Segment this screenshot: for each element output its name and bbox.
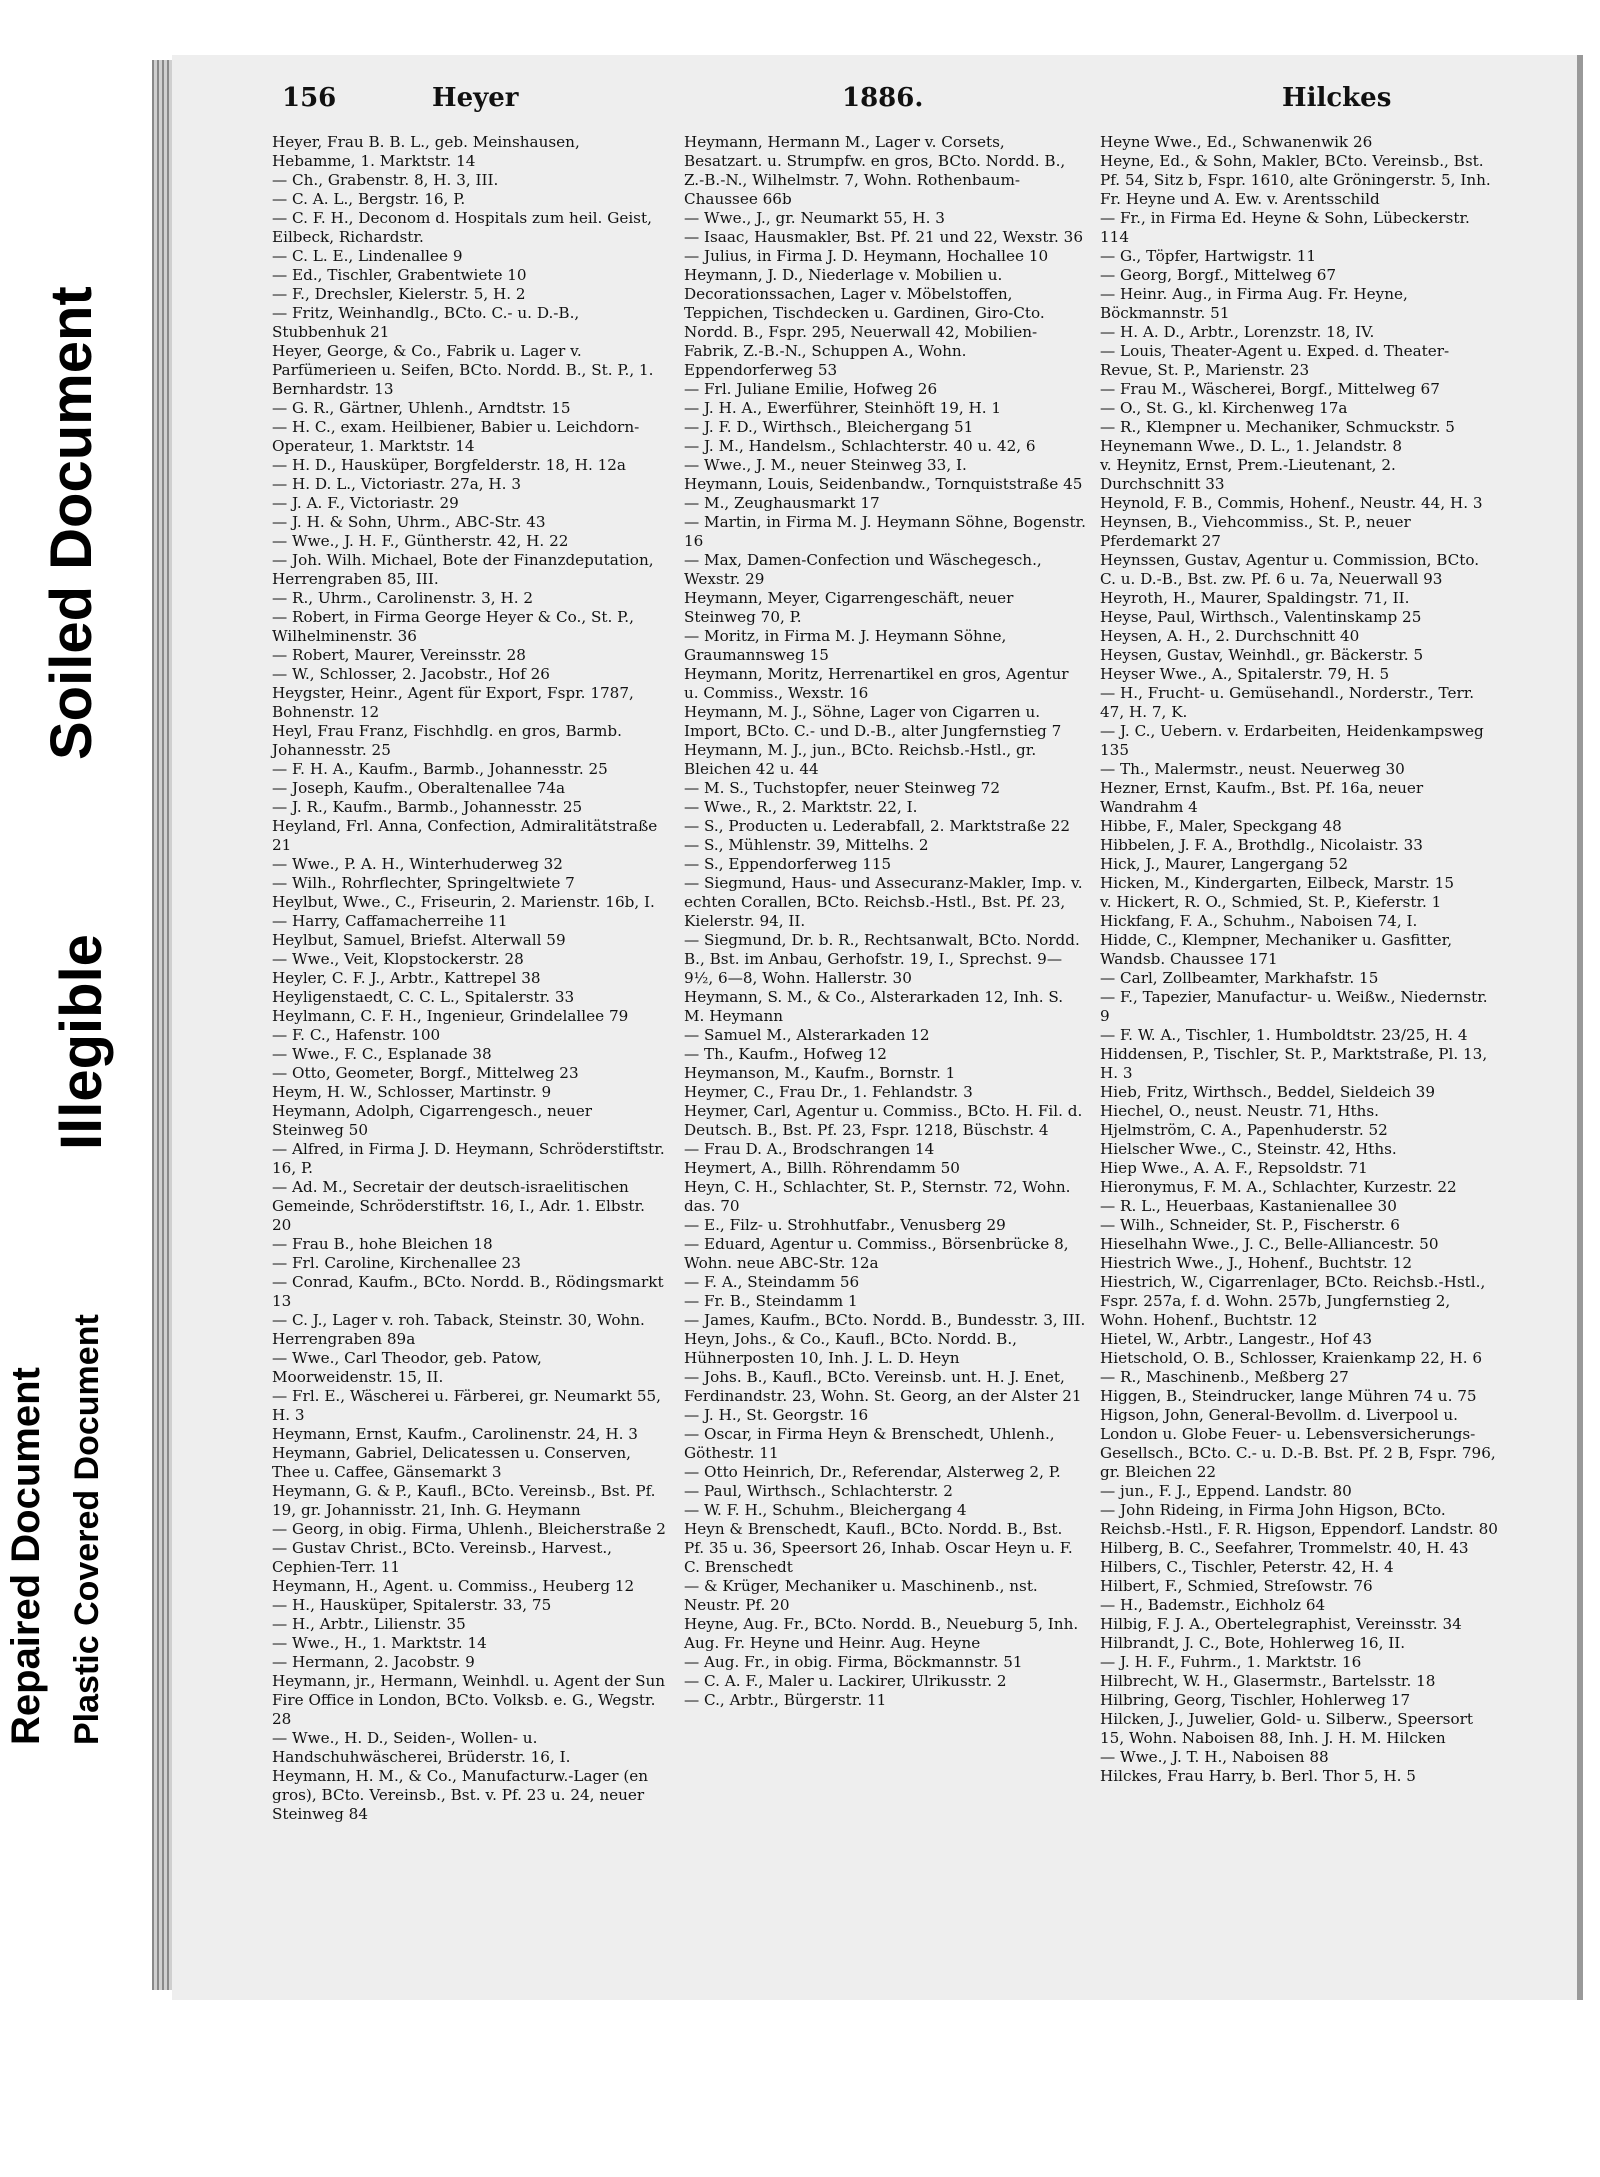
directory-entry: Heymann, Moritz, Herrenartikel en gros, Agentur u. Commiss., Wexstr. 16 [684, 665, 1069, 702]
directory-entry: — Conrad, Kaufm., BCto. Nordd. B., Rödingsmarkt 13 [272, 1273, 664, 1310]
directory-entry: — Harry, Caffamacherreihe 11 [272, 912, 508, 930]
directory-entry: Hieronymus, F. M. A., Schlachter, Kurzestr. 22 [1100, 1178, 1457, 1196]
directory-entry: Heyser Wwe., A., Spitalerstr. 79, H. 5 [1100, 665, 1390, 683]
directory-entry: Hilberg, B. C., Seefahrer, Trommelstr. 40, H. 43 [1100, 1539, 1469, 1557]
directory-entry: — Frau B., hohe Bleichen 18 [272, 1235, 493, 1253]
directory-entry: — Wwe., F. C., Esplanade 38 [272, 1045, 492, 1063]
directory-entry: — F. H. A., Kaufm., Barmb., Johannesstr. 25 [272, 760, 608, 778]
directory-entry: — J. H. & Sohn, Uhrm., ABC-Str. 43 [272, 513, 546, 531]
directory-entry: — F. A., Steindamm 56 [684, 1273, 860, 1291]
directory-entry: Heymer, Carl, Agentur u. Commiss., BCto. H. Fil. d. Deutsch. B., Bst. Pf. 23, Fspr. 1218, Büschstr. 4 [684, 1102, 1083, 1139]
directory-entry: Heymann, S. M., & Co., Alsterarkaden 12, Inh. S. M. Heymann [684, 988, 1064, 1025]
directory-entry: — Th., Kaufm., Hofweg 12 [684, 1045, 887, 1063]
plastic-covered-document-label: Plastic Covered Document [68, 1314, 106, 1745]
directory-entry: Hiestrich Wwe., J., Hohenf., Buchtstr. 12 [1100, 1254, 1412, 1272]
directory-entry: Hilbers, C., Tischler, Peterstr. 42, H. 4 [1100, 1558, 1394, 1576]
directory-entry: Hidde, C., Klempner, Mechaniker u. Gasfitter, Wandsb. Chaussee 171 [1100, 931, 1453, 968]
directory-entry: Heymann, Louis, Seidenbandw., Tornquiststraße 45 [684, 475, 1083, 493]
directory-entry: — W., Schlosser, 2. Jacobstr., Hof 26 [272, 665, 550, 683]
directory-entry: — Paul, Wirthsch., Schlachterstr. 2 [684, 1482, 953, 1500]
directory-entry: Hicken, M., Kindergarten, Eilbeck, Marstr. 15 [1100, 874, 1454, 892]
directory-entry: Hilbert, F., Schmied, Streſowstr. 76 [1100, 1577, 1373, 1595]
directory-entry: — F., Drechsler, Kielerstr. 5, H. 2 [272, 285, 526, 303]
directory-entry: — G. R., Gärtner, Uhlenh., Arndtstr. 15 [272, 399, 571, 417]
directory-entry: — H. D., Hausküper, Borgfelderstr. 18, H. 12a [272, 456, 626, 474]
directory-entry: — Ad. M., Secretair der deutsch-israelitischen Gemeinde, Schröderstiftstr. 16, I., Adr. 1. Elbstr. 20 [272, 1178, 645, 1234]
directory-entry: Hilckes, Frau Harry, b. Berl. Thor 5, H. 5 [1100, 1767, 1416, 1785]
directory-entry: Heyne, Ed., & Sohn, Makler, BCto. Vereinsb., Bst. Pf. 54, Sitz b, Fspr. 1610, alte Gröningerstr. 5, Inh. Fr. Heyne und A. Ew. v. Arentsschild [1100, 152, 1491, 208]
directory-entry: — Frau M., Wäscherei, Borgf., Mittelweg 67 [1100, 380, 1440, 398]
directory-entry: Heysen, Gustav, Weinhdl., gr. Bäckerstr. 5 [1100, 646, 1424, 664]
directory-entry: — Moritz, in Firma M. J. Heymann Söhne, Graumannsweg 15 [684, 627, 1007, 664]
directory-entry: Heymert, A., Billh. Röhrendamm 50 [684, 1159, 960, 1177]
directory-entry: — Frl. Juliane Emilie, Hofweg 26 [684, 380, 938, 398]
running-head-left: Heyer [432, 83, 519, 113]
directory-entry: Hilbrecht, W. H., Glasermstr., Bartelsstr. 18 [1100, 1672, 1436, 1690]
directory-entry: — E., Filz- u. Strohhutfabr., Venusberg 29 [684, 1216, 1006, 1234]
directory-page [172, 55, 1583, 2000]
directory-entry: v. Hickert, R. O., Schmied, St. P., Kieferstr. 1 [1100, 893, 1442, 911]
directory-entry: — Hermann, 2. Jacobstr. 9 [272, 1653, 475, 1671]
directory-entry: — Wwe., H., 1. Marktstr. 14 [272, 1634, 487, 1652]
directory-entry: v. Heynitz, Ernst, Prem.-Lieutenant, 2. Durchschnitt 33 [1100, 456, 1396, 493]
directory-entry: — S., Eppendorferweg 115 [684, 855, 892, 873]
directory-entry: — Wwe., P. A. H., Winterhuderweg 32 [272, 855, 563, 873]
illegible-label: Illegible [49, 934, 114, 1150]
directory-entry: Hezner, Ernst, Kaufm., Bst. Pf. 16a, neuer Wandrahm 4 [1100, 779, 1424, 816]
directory-entry: — Wwe., Carl Theodor, geb. Patow, Moorweidenstr. 15, II. [272, 1349, 542, 1386]
directory-entry: Heyne Wwe., Ed., Schwanenwik 26 [1100, 133, 1373, 151]
directory-entry: — J. A. F., Victoriastr. 29 [272, 494, 459, 512]
directory-entry: Heymann, jr., Hermann, Weinhdl. u. Agent der Sun Fire Office in London, BCto. Volksb. e. G., Wegstr. 28 [272, 1672, 666, 1728]
directory-entry: — Samuel M., Alsterarkaden 12 [684, 1026, 930, 1044]
directory-entry: Heyn, C. H., Schlachter, St. P., Sternstr. 72, Wohn. das. 70 [684, 1178, 1071, 1215]
directory-entry: — H., Arbtr., Lilienstr. 35 [272, 1615, 466, 1633]
directory-entry: — Siegmund, Haus- und Assecuranz-Makler, Imp. v. echten Corallen, BCto. Reichsb.-Hstl., Bst. Pf. 23, Kielerstr. 94, II. [684, 874, 1083, 930]
directory-entry: Heymann, G. & P., Kaufl., BCto. Vereinsb., Bst. Pf. 19, gr. Johannisstr. 21, Inh. G. Heymann [272, 1482, 656, 1519]
directory-entry: Hilbring, Georg, Tischler, Hohlerweg 17 [1100, 1691, 1411, 1709]
directory-entry: — Oscar, in Firma Heyn & Brenschedt, Uhlenh., Göthestr. 11 [684, 1425, 1055, 1462]
directory-entry: Hiestrich, W., Cigarrenlager, BCto. Reichsb.-Hstl., Fspr. 257a, f. d. Wohn. 257b, Jungfernstieg 2, Wohn. Hohenf., Buchtstr. 12 [1100, 1273, 1486, 1329]
directory-entry: — & Krüger, Mechaniker u. Maschinenb., nst. Neustr. Pf. 20 [684, 1577, 1038, 1614]
directory-entry: Hibbelen, J. F. A., Brothdlg., Nicolaistr. 33 [1100, 836, 1423, 854]
directory-entry: — H., Hausküper, Spitalerstr. 33, 75 [272, 1596, 552, 1614]
directory-entry: — Wwe., J., gr. Neumarkt 55, H. 3 [684, 209, 945, 227]
directory-entry: — Wwe., H. D., Seiden-, Wollen- u. Handschuhwäscherei, Brüderstr. 16, I. [272, 1729, 571, 1766]
directory-entry: Hieselhahn Wwe., J. C., Belle-Alliancestr. 50 [1100, 1235, 1439, 1253]
directory-entry: — Siegmund, Dr. b. R., Rechtsanwalt, BCto. Nordd. B., Bst. im Anbau, Gerhofstr. 19, I., Sprechst. 9—9½, 6—8, Wohn. Hallerstr. 30 [684, 931, 1080, 987]
directory-entry: Hieb, Fritz, Wirthsch., Beddel, Sieldeich 39 [1100, 1083, 1435, 1101]
directory-entry: — Aug. Fr., in obig. Firma, Böckmannstr. 51 [684, 1653, 1023, 1671]
directory-entry: — R., Maschinenb., Meßberg 27 [1100, 1368, 1349, 1386]
directory-entry: Heyn & Brenschedt, Kaufl., BCto. Nordd. B., Bst. Pf. 35 u. 36, Speersort 26, Inhab. Oscar Heyn u. F. C. Brenschedt [684, 1520, 1073, 1576]
directory-entry: — C. A. F., Maler u. Lackirer, Ulrikusstr. 2 [684, 1672, 1007, 1690]
page-year: 1886. [842, 83, 924, 113]
directory-entry: Hiechel, O., neust. Neustr. 71, Hths. [1100, 1102, 1379, 1120]
directory-entry: Hilbig, F. J. A., Obertelegraphist, Vereinsstr. 34 [1100, 1615, 1462, 1633]
directory-entry: — James, Kaufm., BCto. Nordd. B., Bundesstr. 3, III. [684, 1311, 1086, 1329]
directory-entry: — Joseph, Kaufm., Oberaltenallee 74a [272, 779, 566, 797]
directory-entry: — Isaac, Hausmakler, Bst. Pf. 21 und 22, Wexstr. 36 [684, 228, 1084, 246]
directory-entry: — S., Mühlenstr. 39, Mittelhs. 2 [684, 836, 929, 854]
directory-entry: — C., Arbtr., Bürgerstr. 11 [684, 1691, 887, 1709]
directory-entry: Heym, H. W., Schlosser, Martinstr. 9 [272, 1083, 552, 1101]
directory-entry: Heymann, M. J., jun., BCto. Reichsb.-Hstl., gr. Bleichen 42 u. 44 [684, 741, 1037, 778]
directory-entry: — Wwe., J. T. H., Naboisen 88 [1100, 1748, 1329, 1766]
directory-entry: Higgen, B., Steindrucker, lange Mühren 74 u. 75 [1100, 1387, 1477, 1405]
directory-entry: Hielscher Wwe., C., Steinstr. 42, Hths. [1100, 1140, 1397, 1158]
running-head-right: Hilckes [1282, 83, 1392, 113]
directory-entry: Hiddensen, P., Tischler, St. P., Marktstraße, Pl. 13, H. 3 [1100, 1045, 1488, 1082]
directory-entry: — G., Töpfer, Hartwigstr. 11 [1100, 247, 1317, 265]
directory-entry: — Martin, in Firma M. J. Heymann Söhne, Bogenstr. 16 [684, 513, 1086, 550]
page-edge [152, 60, 174, 1990]
directory-entry: — R. L., Heuerbaas, Kastanienallee 30 [1100, 1197, 1397, 1215]
page-header [172, 83, 1577, 123]
directory-entry: — F. C., Hafenstr. 100 [272, 1026, 441, 1044]
directory-entry: Heyne, Aug. Fr., BCto. Nordd. B., Neueburg 5, Inh. Aug. Fr. Heyne und Heinr. Aug. Heyne [684, 1615, 1079, 1652]
directory-entry: Heygster, Heinr., Agent für Export, Fspr. 1787, Bohnenstr. 12 [272, 684, 634, 721]
directory-entry: — O., St. G., kl. Kirchenweg 17a [1100, 399, 1348, 417]
column-1 [272, 133, 667, 1824]
directory-entry: — R., Klempner u. Mechaniker, Schmuckstr. 5 [1100, 418, 1455, 436]
directory-entry: — Wilh., Rohrflechter, Springeltwiete 7 [272, 874, 575, 892]
directory-entry: — H., Bademstr., Eichholz 64 [1100, 1596, 1326, 1614]
directory-entry: — H. C., exam. Heilbiener, Babier u. Leichdorn-Operateur, 1. Marktstr. 14 [272, 418, 640, 455]
directory-entry: — C. F. H., Deconom d. Hospitals zum heil. Geist, Eilbeck, Richardstr. [272, 209, 652, 246]
directory-entry: — Heinr. Aug., in Firma Aug. Fr. Heyne, Böckmannstr. 51 [1100, 285, 1408, 322]
directory-entry: — M., Zeughausmarkt 17 [684, 494, 880, 512]
directory-entry: — Carl, Zollbeamter, Markhafstr. 15 [1100, 969, 1379, 987]
directory-entry: — jun., F. J., Eppend. Landstr. 80 [1100, 1482, 1352, 1500]
directory-entry: — Ch., Grabenstr. 8, H. 3, III. [272, 171, 499, 189]
directory-entry: — H. A. D., Arbtr., Lorenzstr. 18, IV. [1100, 323, 1375, 341]
directory-entry: — Georg, Borgf., Mittelweg 67 [1100, 266, 1337, 284]
directory-entry: Heyligenstaedt, C. C. L., Spitalerstr. 33 [272, 988, 575, 1006]
directory-entry: — Wwe., J. M., neuer Steinweg 33, I. [684, 456, 967, 474]
directory-entry: Heymann, Meyer, Cigarrengeschäft, neuer Steinweg 70, P. [684, 589, 1014, 626]
directory-entry: — Otto, Geometer, Borgf., Mittelweg 23 [272, 1064, 579, 1082]
directory-entry: — W. F. H., Schuhm., Bleichergang 4 [684, 1501, 967, 1519]
soiled-document-label: Soiled Document [39, 286, 104, 760]
directory-entry: — J. M., Handelsm., Schlachterstr. 40 u. 42, 6 [684, 437, 1036, 455]
directory-entry: — Otto Heinrich, Dr., Referendar, Alsterweg 2, P. [684, 1463, 1061, 1481]
directory-entry: Heymann, J. D., Niederlage v. Mobilien u. Decorationssachen, Lager v. Möbelstoffen, Teppichen, Tischdecken u. Gardinen, Giro-Cto. Nordd. B., Fspr. 295, Neuerwall 42, Mobilien-Fabrik, Z.-B.-N., Schuppen A., Wohn. Eppendorferweg 53 [684, 266, 1045, 379]
directory-entry: — Fritz, Weinhandlg., BCto. C.- u. D.-B., Stubbenhuk 21 [272, 304, 580, 341]
directory-entry: — Robert, in Firma George Heyer & Co., St. P., Wilhelminenstr. 36 [272, 608, 634, 645]
directory-entry: — F., Tapezier, Manufactur- u. Weißw., Niedernstr. 9 [1100, 988, 1488, 1025]
column-3 [1100, 133, 1498, 1786]
directory-entry: — Frl. E., Wäscherei u. Färberei, gr. Neumarkt 55, H. 3 [272, 1387, 661, 1424]
directory-entry: — Julius, in Firma J. D. Heymann, Hochallee 10 [684, 247, 1049, 265]
directory-entry: — Wilh., Schneider, St. P., Fischerstr. 6 [1100, 1216, 1400, 1234]
directory-entry: Hickfang, F. A., Schuhm., Naboisen 74, I. [1100, 912, 1418, 930]
directory-entry: — Frl. Caroline, Kirchenallee 23 [272, 1254, 521, 1272]
directory-entry: — J. C., Uebern. v. Erdarbeiten, Heidenkampsweg 135 [1100, 722, 1484, 759]
directory-entry: — Fr., in Firma Ed. Heyne & Sohn, Lübeckerstr. 114 [1100, 209, 1470, 246]
directory-entry: Heyler, C. F. J., Arbtr., Kattrepel 38 [272, 969, 541, 987]
directory-entry: Heylbut, Wwe., C., Friseurin, 2. Marienstr. 16b, I. [272, 893, 655, 911]
directory-entry: — Johs. B., Kaufl., BCto. Vereinsb. unt. H. J. Enet, Ferdinandstr. 23, Wohn. St. Georg, an der Alster 21 [684, 1368, 1082, 1405]
directory-entry: — C. J., Lager v. roh. Taback, Steinstr. 30, Wohn. Herrengraben 89a [272, 1311, 645, 1348]
directory-entry: — Gustav Christ., BCto. Vereinsb., Harvest., Cephien-Terr. 11 [272, 1539, 613, 1576]
directory-entry: — Joh. Wilh. Michael, Bote der Finanzdeputation, Herrengraben 85, III. [272, 551, 654, 588]
directory-entry: Heynssen, Gustav, Agentur u. Commission, BCto. C. u. D.-B., Bst. zw. Pf. 6 u. 7a, Neuerwall 93 [1100, 551, 1480, 588]
directory-entry: Heyn, Johs., & Co., Kaufl., BCto. Nordd. B., Hühnerposten 10, Inh. J. L. D. Heyn [684, 1330, 1017, 1367]
column-2 [684, 133, 1086, 1710]
directory-entry: — H. D. L., Victoriastr. 27a, H. 3 [272, 475, 521, 493]
directory-entry: — Wwe., R., 2. Marktstr. 22, I. [684, 798, 918, 816]
directory-entry: — M. S., Tuchstopfer, neuer Steinweg 72 [684, 779, 1001, 797]
directory-entry: — R., Uhrm., Carolinenstr. 3, H. 2 [272, 589, 534, 607]
directory-entry: Heymann, Ernst, Kaufm., Carolinenstr. 24, H. 3 [272, 1425, 638, 1443]
directory-entry: — Fr. B., Steindamm 1 [684, 1292, 858, 1310]
directory-entry: Heymer, C., Frau Dr., 1. Fehlandstr. 3 [684, 1083, 973, 1101]
directory-entry: Hietel, W., Arbtr., Langestr., Hof 43 [1100, 1330, 1373, 1348]
directory-entry: — Alfred, in Firma J. D. Heymann, Schröderstiftstr. 16, P. [272, 1140, 665, 1177]
directory-entry: Heymann, Hermann M., Lager v. Corsets, Besatzart. u. Strumpfw. en gros, BCto. Nordd. B., Z.-B.-N., Wilhelmstr. 7, Wohn. Rothenbaum-Chaussee 66b [684, 133, 1066, 208]
directory-entry: — Louis, Theater-Agent u. Exped. d. Theater-Revue, St. P., Marienstr. 23 [1100, 342, 1450, 379]
directory-entry: Heymann, Adolph, Cigarrengesch., neuer Steinweg 50 [272, 1102, 592, 1139]
directory-entry: — John Rideing, in Firma John Higson, BCto. Reichsb.-Hstl., F. R. Higson, Eppendorf. Landstr. 80 [1100, 1501, 1498, 1538]
directory-entry: Hilcken, J., Juwelier, Gold- u. Silberw., Speersort 15, Wohn. Naboisen 88, Inh. J. H. M. Hilcken [1100, 1710, 1473, 1747]
directory-entry: — J. H. A., Ewerführer, Steinhöft 19, H. 1 [684, 399, 1002, 417]
directory-entry: Heysen, A. H., 2. Durchschnitt 40 [1100, 627, 1360, 645]
directory-entry: Heylmann, C. F. H., Ingenieur, Grindelallee 79 [272, 1007, 629, 1025]
page-number: 156 [282, 83, 337, 113]
directory-entry: — J. H., St. Georgstr. 16 [684, 1406, 869, 1424]
directory-entry: Heyer, George, & Co., Fabrik u. Lager v. Parfümerieen u. Seifen, BCto. Nordd. B., St. P., 1. Bernhardstr. 13 [272, 342, 654, 398]
directory-entry: — Max, Damen-Confection und Wäschegesch., Wexstr. 29 [684, 551, 1042, 588]
directory-entry: Heynsen, B., Viehcommiss., St. P., neuer Pferdemarkt 27 [1100, 513, 1411, 550]
directory-entry: Heyroth, H., Maurer, Spaldingstr. 71, II. [1100, 589, 1410, 607]
directory-entry: Heymann, H., Agent. u. Commiss., Heuberg 12 [272, 1577, 635, 1595]
directory-entry: Heyland, Frl. Anna, Confection, Admiralitätstraße 21 [272, 817, 658, 854]
directory-entry: — Frau D. A., Brodschrangen 14 [684, 1140, 935, 1158]
directory-entry: — F. W. A., Tischler, 1. Humboldtstr. 23/25, H. 4 [1100, 1026, 1468, 1044]
directory-entry: Heymann, H. M., & Co., Manufacturw.-Lager (en gros), BCto. Vereinsb., Bst. v. Pf. 23 u. 24, neuer Steinweg 84 [272, 1767, 649, 1823]
directory-entry: — Wwe., J. H. F., Güntherstr. 42, H. 22 [272, 532, 569, 550]
repaired-document-label: Repaired Document [4, 1367, 48, 1745]
directory-entry: — Georg, in obig. Firma, Uhlenh., Bleicherstraße 2 [272, 1520, 666, 1538]
directory-entry: — Robert, Maurer, Vereinsstr. 28 [272, 646, 526, 664]
directory-entry: Higson, John, General-Bevollm. d. Liverpool u. London u. Globe Feuer- u. Lebensversicherungs-Gesellsch., BCto. C.- u. D.-B. Bst. Pf. 2 B, Fspr. 796, gr. Bleichen 22 [1100, 1406, 1496, 1481]
directory-entry: Heylbut, Samuel, Briefst. Alterwall 59 [272, 931, 566, 949]
directory-entry: — C. L. E., Lindenallee 9 [272, 247, 463, 265]
directory-entry: — C. A. L., Bergstr. 16, P. [272, 190, 466, 208]
directory-entry: — Th., Malermstr., neust. Neuerweg 30 [1100, 760, 1405, 778]
directory-entry: Heyer, Frau B. B. L., geb. Meinshausen, Hebamme, 1. Marktstr. 14 [272, 133, 580, 170]
directory-entry: — J. F. D., Wirthsch., Bleichergang 51 [684, 418, 974, 436]
directory-entry: Hiep Wwe., A. A. F., Repsoldstr. 71 [1100, 1159, 1368, 1177]
directory-entry: Heyl, Frau Franz, Fischhdlg. en gros, Barmb. Johannesstr. 25 [272, 722, 622, 759]
directory-entry: Heynemann Wwe., D. L., 1. Jelandstr. 8 [1100, 437, 1402, 455]
directory-entry: Hjelmström, C. A., Papenhuderstr. 52 [1100, 1121, 1388, 1139]
directory-entry: — Wwe., Veit, Klopstockerstr. 28 [272, 950, 524, 968]
directory-entry: Heymanson, M., Kaufm., Bornstr. 1 [684, 1064, 956, 1082]
directory-entry: — Ed., Tischler, Grabentwiete 10 [272, 266, 527, 284]
directory-entry: — H., Frucht- u. Gemüsehandl., Norderstr., Terr. 47, H. 7, K. [1100, 684, 1475, 721]
directory-entry: — J. R., Kaufm., Barmb., Johannesstr. 25 [272, 798, 583, 816]
directory-entry: — J. H. F., Fuhrm., 1. Marktstr. 16 [1100, 1653, 1362, 1671]
directory-entry: Hietschold, O. B., Schlosser, Kraienkamp 22, H. 6 [1100, 1349, 1483, 1367]
directory-entry: Hibbe, F., Maler, Speckgang 48 [1100, 817, 1342, 835]
directory-entry: — S., Producten u. Lederabfall, 2. Marktstraße 22 [684, 817, 1070, 835]
directory-entry: — Eduard, Agentur u. Commiss., Börsenbrücke 8, Wohn. neue ABC-Str. 12a [684, 1235, 1069, 1272]
directory-entry: Hick, J., Maurer, Langergang 52 [1100, 855, 1349, 873]
directory-entry: Heymann, M. J., Söhne, Lager von Cigarren u. Import, BCto. C.- und D.-B., alter Jungfernstieg 7 [684, 703, 1062, 740]
directory-entry: Heyse, Paul, Wirthsch., Valentinskamp 25 [1100, 608, 1422, 626]
directory-entry: Heynold, F. B., Commis, Hohenf., Neustr. 44, H. 3 [1100, 494, 1483, 512]
directory-entry: Heymann, Gabriel, Delicatessen u. Conserven, Thee u. Caffee, Gänsemarkt 3 [272, 1444, 631, 1481]
side-labels [0, 0, 150, 2177]
directory-entry: Hilbrandt, J. C., Bote, Hohlerweg 16, II. [1100, 1634, 1406, 1652]
